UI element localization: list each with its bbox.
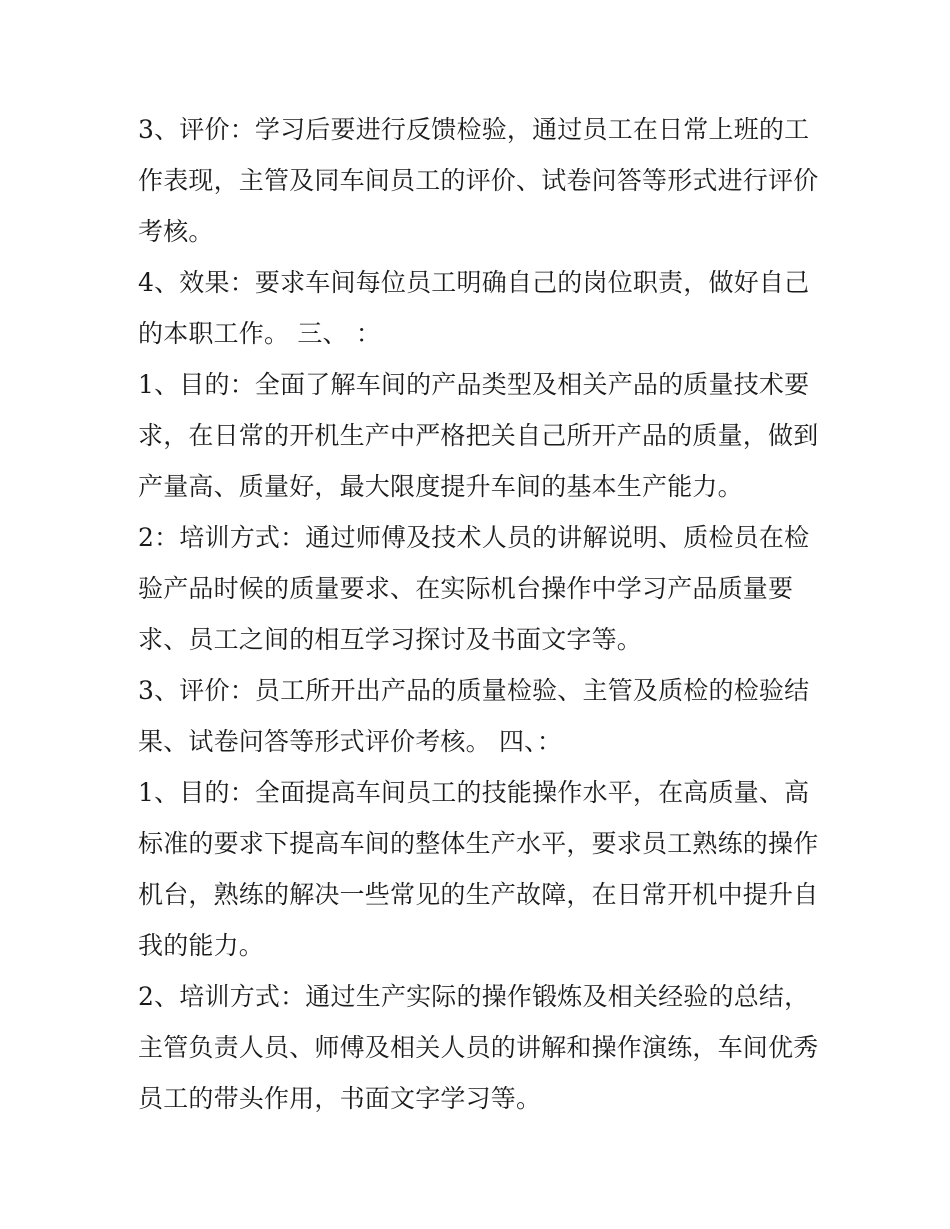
text-line: 作表现，主管及同车间员工的评价、试卷问答等形式进行评价	[138, 166, 819, 195]
text-line: 主管负责人员、师傅及相关人员的讲解和操作演练，车间优秀	[138, 1033, 819, 1062]
text-line: 产量高、质量好，最大限度提升车间的基本生产能力。	[138, 472, 743, 501]
text-line: 2、培训方式：通过生产实际的操作锻炼及相关经验的总结，	[138, 982, 810, 1011]
text-line: 求，在日常的开机生产中严格把关自己所开产品的质量，做到	[138, 421, 819, 450]
text-line: 2：培训方式：通过师傅及技术人员的讲解说明、质检员在检	[138, 523, 810, 552]
text-line: 员工的带头作用，书面文字学习等。	[138, 1084, 542, 1113]
text-line: 我的能力。	[138, 931, 265, 960]
text-line: 标准的要求下提高车间的整体生产水平，要求员工熟练的操作	[138, 829, 819, 858]
text-line: 的本职工作。 三、 ：	[138, 319, 382, 348]
text-line: 验产品时候的质量要求、在实际机台操作中学习产品质量要	[138, 574, 794, 603]
text-line: 1、目的：全面了解车间的产品类型及相关产品的质量技术要	[138, 370, 810, 399]
text-line: 1、目的：全面提高车间员工的技能操作水平，在高质量、高	[138, 778, 810, 807]
text-line: 机台，熟练的解决一些常见的生产故障，在日常开机中提升自	[138, 880, 819, 909]
text-line: 果、试卷问答等形式评价考核。 四、：	[138, 727, 563, 756]
text-line: 考核。	[138, 217, 214, 246]
text-line: 求、员工之间的相互学习探讨及书面文字等。	[138, 625, 643, 654]
document-body	[138, 104, 828, 1124]
text-line: 4、效果：要求车间每位员工明确自己的岗位职责，做好自己	[138, 268, 810, 297]
text-line: 3、评价：员工所开出产品的质量检验、主管及质检的检验结	[138, 676, 810, 705]
text-line: 3、评价：学习后要进行反馈检验，通过员工在日常上班的工	[138, 115, 810, 144]
